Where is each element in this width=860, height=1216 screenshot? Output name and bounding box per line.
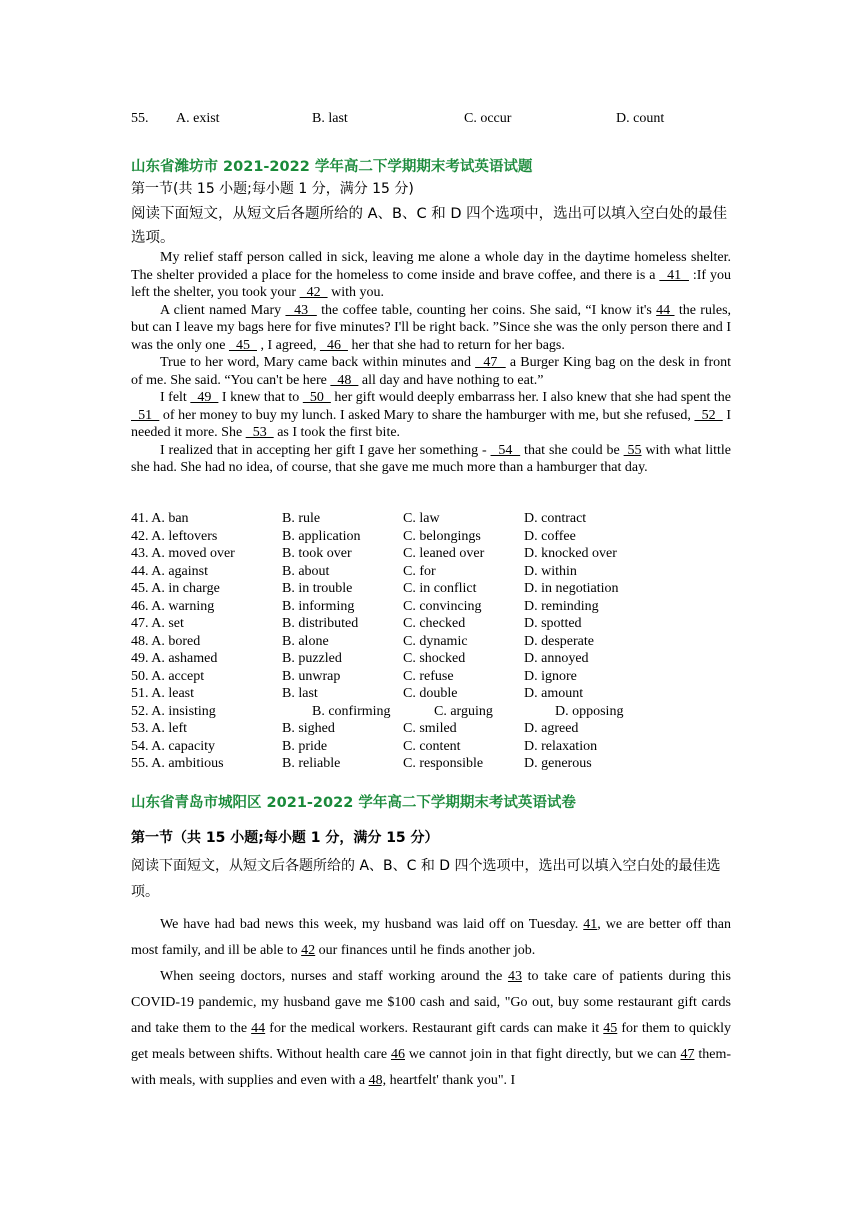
blank-44: 44 (656, 302, 675, 318)
blank-48: 48, (368, 1073, 387, 1088)
section1-instruction: 阅读下面短文，从短文后各题所给的 A、B、C 和 D 四个选项中，选出可以填入空白处的最佳选项。 (131, 206, 728, 246)
passage-paragraph: When seeing doctors, nurses and staff working around the 43 to take care of patients during this COVID-19 pandemic, my husband gave me $100 cash and said, "Go out, buy some restaurant gift cards and take them to the 44 for the medical workers. Restaurant gift cards can make it 45 for them to quickly get meals between shifts. Without health care 46 we cannot join in that fight directly, but we can 47 them-with meals, with supplies and even with a 48, heartfelt' thank you". I (131, 969, 731, 1088)
q55-option-b: B. last (312, 111, 348, 126)
q55-number: 55. (131, 111, 149, 126)
q55-option-d: D. count (616, 111, 665, 126)
blank-53: 53 (245, 425, 274, 440)
blank-45: 45 (603, 1021, 618, 1036)
section2-instruction: 阅读下面短文，从短文后各题所给的 A、B、C 和 D 四个选项中，选出可以填入空白处的最佳选项。 (131, 858, 721, 900)
passage-paragraph: We have had bad news this week, my husband was laid off on Tuesday. 41, we are better off than most family, and ill be able to 42 our finances until he finds another job. (131, 917, 731, 958)
q55-option-a: A. exist (176, 111, 220, 126)
blank-51: 51 (131, 407, 160, 423)
blank-50: 50 (302, 390, 331, 405)
blank-49: 49 (190, 390, 219, 405)
section2-title: 山东省青岛市城阳区 2021-2022 学年高二下学期期末考试英语试卷 (131, 795, 576, 811)
blank-43: 43 (285, 302, 317, 318)
section1-title: 山东省潍坊市 2021-2022 学年高二下学期期末考试英语试题 (131, 159, 533, 175)
blank-55: 55 (623, 442, 642, 458)
blank-46: 46 (319, 337, 348, 353)
blank-54: 54 (490, 442, 521, 458)
section2-part-heading: 第一节（共 15 小题;每小题 1 分，满分 15 分） (131, 830, 439, 846)
blank-41: 41 (659, 267, 689, 283)
blank-45: 45 (228, 337, 257, 353)
passage-paragraph: I realized that in accepting her gift I gave her something - 54 that she could be 55 with what little she had. She had no idea, of course, that she gave me much more than a hamburger that day. (131, 442, 732, 475)
blank-43: 43 (507, 969, 522, 984)
blank-41: 41 (583, 917, 598, 932)
passage-paragraph: I felt 49 I knew that to 50 her gift would deeply embarrass her. I also knew that she had spent the 51 of her money to buy my lunch. I asked Mary to share the hamburger with me, but she refused, 52 I needed it more. She 53 as I took the first bite. (131, 390, 732, 440)
blank-42: 42 (299, 285, 328, 300)
passage-paragraph: True to her word, Mary came back within minutes and 47 a Burger King bag on the desk in front of me. She said. “You can't be here 48 all day and have nothing to eat.” (131, 355, 732, 388)
blank-42: 42 (301, 943, 316, 958)
section1-part-heading: 第一节(共 15 小题;每小题 1 分，满分 15 分) (131, 181, 414, 197)
section1-passage (131, 249, 731, 477)
blank-47: 47 (475, 355, 506, 370)
blank-47: 47 (680, 1047, 695, 1062)
blank-44: 44 (251, 1021, 266, 1036)
blank-46: 46 (391, 1047, 405, 1062)
q55-option-c: C. occur (464, 111, 512, 126)
passage-paragraph: A client named Mary 43 the coffee table, counting her coins. She said, “I know it's 44 the rules, but can I leave my bags here for five minutes? I'll be right back. ”Since she was the only person there and I was the only one 45 , I agreed, 46 her that she had to return for her bags. (131, 302, 732, 353)
blank-48: 48 (330, 372, 359, 388)
q55-top-row (131, 111, 731, 129)
passage-paragraph: My relief staff person called in sick, leaving me alone a whole day in the daytime homeless shelter. The shelter provided a place for the homeless to come inside and brave coffee, and there is a 41 :If you left the shelter, you took your 42 with you. (131, 250, 731, 300)
blank-52: 52 (694, 407, 723, 423)
section2-passage (131, 912, 731, 1094)
